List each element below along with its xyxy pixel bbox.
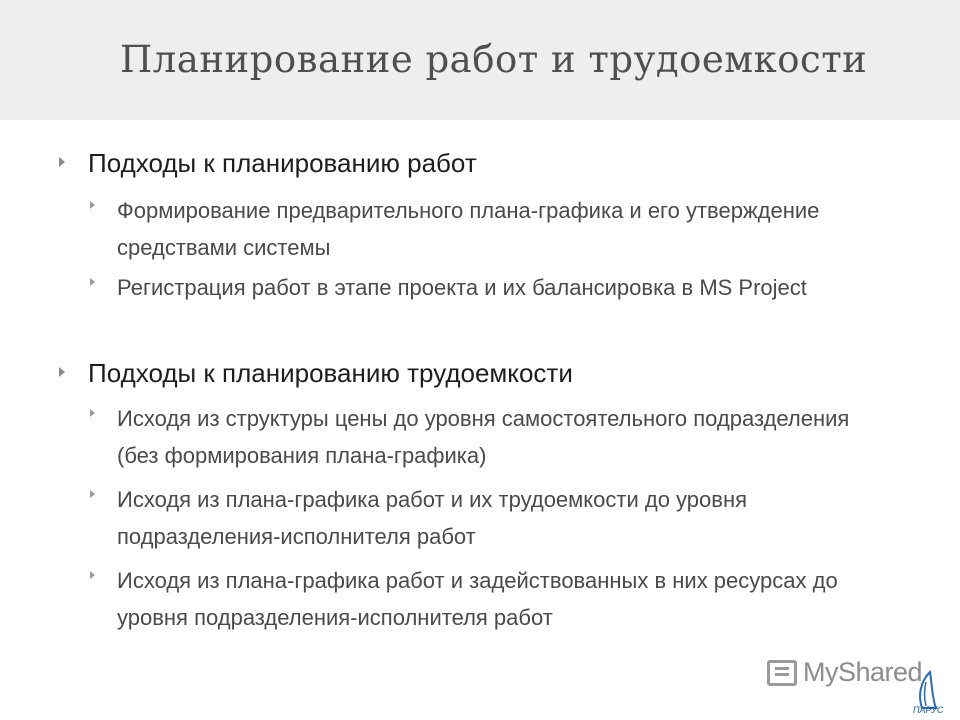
sub-bullet-text: Исходя из плана-графика работ и задействованных в них ресурсах до уровня подразделения-исполнителя работ (117, 568, 838, 630)
bullet-text: Подходы к планированию трудоемкости (88, 358, 573, 388)
sub-bullet-arrow-icon (90, 409, 95, 417)
bullet-item (88, 357, 573, 389)
sub-bullet-item (117, 192, 877, 266)
sub-bullet-item (117, 562, 877, 636)
sub-bullet-text: Формирование предварительного плана-графика и его утверждение средствами системы (117, 198, 820, 260)
bullet-arrow-icon (59, 367, 65, 377)
sub-bullet-text: Исходя из структуры цены до уровня самостоятельного подразделения (без формирования плана-графика) (117, 406, 850, 468)
sub-bullet-text: Исходя из плана-графика работ и их трудоемкости до уровня подразделения-исполнителя работ (117, 487, 748, 549)
watermark-text: MyShared (803, 657, 923, 687)
slide-title: Планирование работ и трудоемкости (120, 38, 868, 81)
sub-bullet-item (117, 481, 877, 555)
bullet-text: Подходы к планированию работ (88, 148, 477, 178)
sub-bullet-arrow-icon (90, 571, 95, 579)
bullet-arrow-icon (59, 157, 65, 167)
sub-bullet-item (117, 269, 877, 306)
sub-bullet-arrow-icon (90, 278, 95, 286)
brand-label: ПАРУС (913, 705, 944, 715)
sub-bullet-item (117, 400, 877, 474)
sub-bullet-arrow-icon (90, 201, 95, 209)
myshared-logo-icon (767, 660, 797, 686)
myshared-watermark[interactable] (767, 657, 922, 688)
sub-bullet-arrow-icon (90, 490, 95, 498)
sub-bullet-text: Регистрация работ в этапе проекта и их балансировка в MS Project (117, 275, 807, 300)
bullet-item (88, 147, 477, 179)
